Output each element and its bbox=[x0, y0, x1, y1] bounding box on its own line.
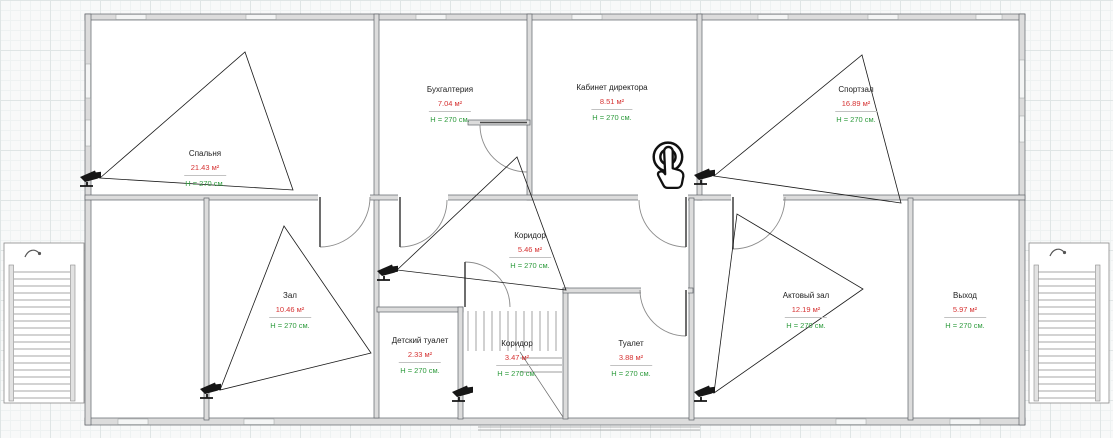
room-label-zal bbox=[269, 288, 311, 333]
room-label-kabinet-direktora bbox=[576, 80, 647, 125]
room-height: Н = 270 см. bbox=[509, 257, 551, 272]
window bbox=[86, 120, 91, 146]
window bbox=[86, 64, 91, 98]
room-area: 2.33 м² bbox=[407, 350, 433, 359]
room-label-aktoviy-zal bbox=[783, 288, 829, 333]
window bbox=[244, 419, 274, 425]
room-name: Актовый зал bbox=[782, 291, 830, 300]
window bbox=[950, 419, 980, 425]
room-height: Н = 270 см. bbox=[496, 365, 538, 380]
room-label-koridor-stairs bbox=[496, 336, 538, 381]
wall-segment bbox=[85, 418, 1025, 425]
room-area: 5.46 м² bbox=[517, 245, 543, 254]
window bbox=[836, 419, 866, 425]
stair-rail bbox=[9, 265, 14, 401]
window bbox=[246, 15, 276, 20]
window bbox=[868, 15, 898, 20]
staircase-right bbox=[1029, 243, 1109, 403]
door-opening bbox=[466, 307, 510, 314]
room-area: 3.47 м² bbox=[504, 353, 530, 362]
room-area: 12.19 м² bbox=[791, 305, 821, 314]
room-area: 7.04 м² bbox=[437, 99, 463, 108]
room-name: Спальня bbox=[188, 149, 222, 158]
window bbox=[416, 15, 446, 20]
room-metrics bbox=[429, 97, 471, 126]
wall-segment bbox=[458, 307, 463, 419]
room-area: 5.97 м² bbox=[952, 305, 978, 314]
room-name: Коридор bbox=[501, 339, 533, 348]
stair-rail bbox=[1034, 265, 1039, 401]
room-height: Н = 270 см. bbox=[835, 111, 877, 126]
room-metrics bbox=[509, 243, 551, 272]
room-metrics bbox=[785, 303, 827, 332]
room-metrics bbox=[610, 351, 652, 380]
room-name: Туалет bbox=[618, 339, 644, 348]
room-metrics bbox=[184, 161, 226, 190]
staircase-left bbox=[4, 243, 84, 403]
window bbox=[1020, 116, 1025, 142]
room-label-vyhod bbox=[944, 288, 986, 333]
room-height: Н = 270 см. bbox=[785, 317, 827, 332]
room-name: Кабинет директора bbox=[576, 83, 648, 92]
room-label-buhgalteriya bbox=[427, 82, 473, 127]
window bbox=[572, 15, 602, 20]
room-area: 8.51 м² bbox=[599, 97, 625, 106]
wall-segment bbox=[563, 288, 568, 419]
room-metrics bbox=[835, 97, 877, 126]
door-opening bbox=[398, 195, 448, 202]
room-area: 3.88 м² bbox=[618, 353, 644, 362]
door-opening bbox=[318, 195, 370, 202]
room-area: 21.43 м² bbox=[190, 163, 220, 172]
entrance-threshold bbox=[478, 427, 700, 430]
door-opening bbox=[731, 195, 783, 202]
room-label-sportzal bbox=[835, 82, 877, 127]
room-height: Н = 270 см. bbox=[184, 175, 226, 190]
room-area: 10.46 м² bbox=[275, 305, 305, 314]
window bbox=[976, 15, 1002, 20]
window bbox=[118, 419, 148, 425]
room-label-detskiy-tualet bbox=[392, 333, 448, 378]
room-height: Н = 270 см. bbox=[610, 365, 652, 380]
wall-segment bbox=[377, 307, 463, 312]
door-opening bbox=[638, 195, 688, 202]
room-metrics bbox=[496, 351, 538, 380]
stair-rail bbox=[1096, 265, 1101, 401]
room-name: Выход bbox=[953, 291, 977, 300]
room-metrics bbox=[269, 303, 311, 332]
window bbox=[758, 15, 788, 20]
room-name: Зал bbox=[283, 291, 297, 300]
room-label-spalnya bbox=[184, 146, 226, 191]
room-label-koridor-main bbox=[509, 228, 551, 273]
room-height: Н = 270 см. bbox=[944, 317, 986, 332]
wall-segment bbox=[85, 195, 1025, 200]
room-name: Спортзал bbox=[838, 85, 874, 94]
wall-segment bbox=[374, 14, 379, 418]
wall-segment bbox=[908, 198, 913, 420]
room-name: Детский туалет bbox=[391, 336, 449, 345]
room-height: Н = 270 см. bbox=[269, 317, 311, 332]
room-metrics bbox=[944, 303, 986, 332]
room-metrics bbox=[399, 348, 441, 377]
room-height: Н = 270 см. bbox=[429, 111, 471, 126]
curved-arrow-icon bbox=[38, 252, 41, 255]
wall-segment bbox=[527, 14, 532, 200]
curved-arrow-icon bbox=[1063, 251, 1066, 254]
window bbox=[116, 15, 146, 20]
window bbox=[1020, 60, 1025, 98]
room-height: Н = 270 см. bbox=[399, 362, 441, 377]
room-name: Бухгалтерия bbox=[426, 85, 474, 94]
stair-rail bbox=[71, 265, 76, 401]
room-label-tualet bbox=[610, 336, 652, 381]
room-metrics bbox=[591, 95, 633, 124]
door-opening bbox=[641, 288, 688, 295]
wall-segment bbox=[689, 198, 694, 420]
building-floor bbox=[85, 14, 1025, 425]
room-height: Н = 270 см. bbox=[591, 109, 633, 124]
room-name: Коридор bbox=[514, 231, 546, 240]
room-area: 16.89 м² bbox=[841, 99, 871, 108]
